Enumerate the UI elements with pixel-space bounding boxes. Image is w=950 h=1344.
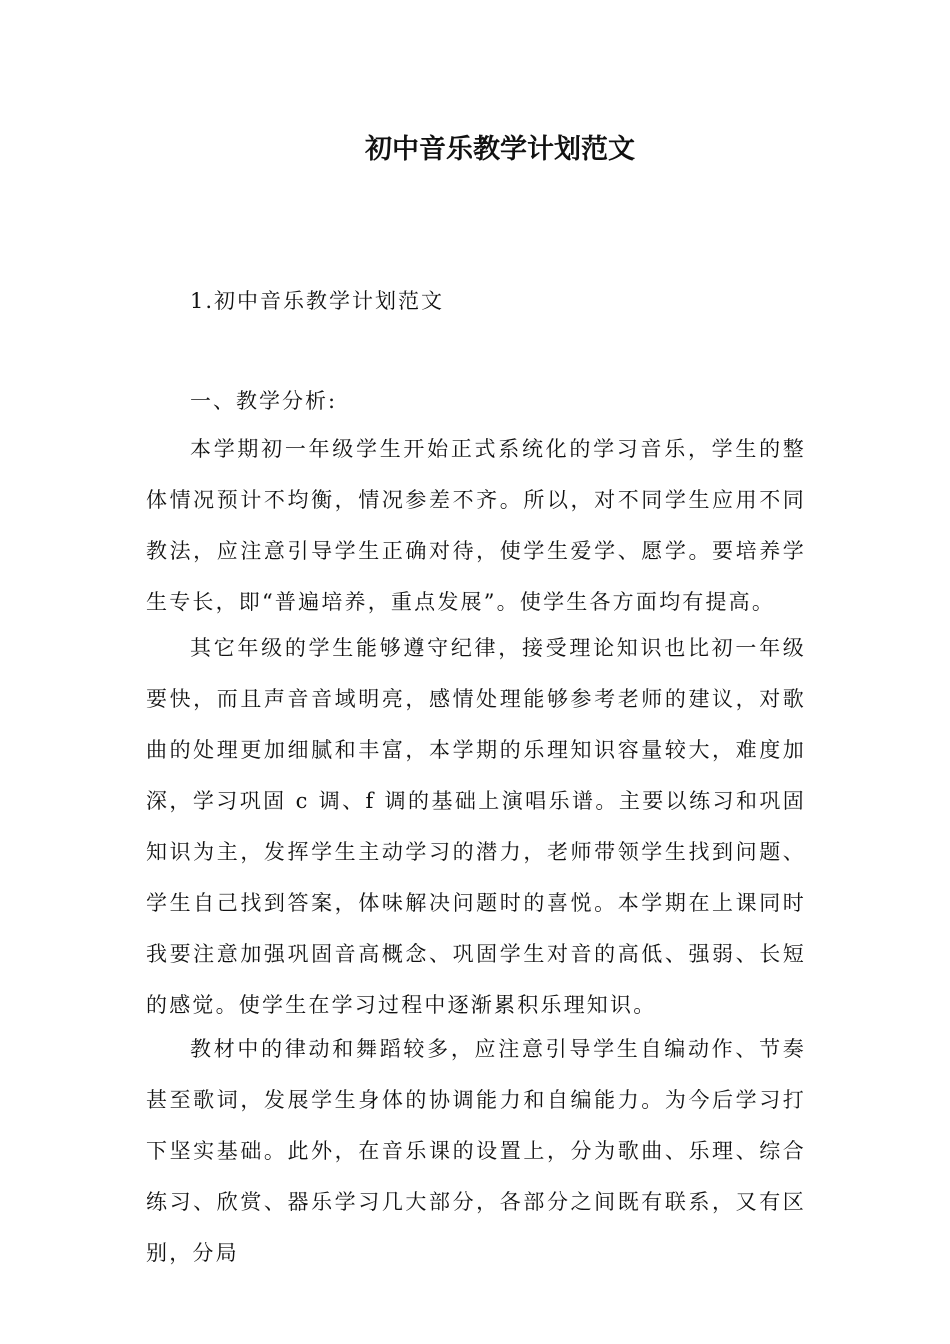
body-paragraph: 其它年级的学生能够遵守纪律，接受理论知识也比初一年级要快，而且声音音域明亮，感情处理能够参考老师的建议，对歌曲的处理更加细腻和丰富，本学期的乐理知识容量较大，难度加深，学习巩固 c 调、f 调的基础上演唱乐谱。主要以练习和巩固知识为主，发挥学生主动学习的潜力，老师带领学生找到问题、学生自己找到答案，体味解决问题时的喜悦。本学期在上课同时我要注意加强巩固音高概念、巩固学生对音的高低、强弱、长短的感觉。使学生在学习过程中逐渐累积乐理知识。 bbox=[146, 636, 806, 1017]
section-heading: 1.初中音乐教学计划范文 bbox=[190, 289, 445, 313]
sub-heading-teaching-analysis: 一、教学分析: bbox=[190, 389, 338, 413]
body-paragraph: 本学期初一年级学生开始正式系统化的学习音乐，学生的整体情况预计不均衡，情况参差不齐。所以，对不同学生应用不同教法，应注意引导学生正确对待，使学生爱学、愿学。要培养学生专长，即“普遍培养，重点发展”。使学生各方面均有提高。 bbox=[146, 437, 806, 614]
document-title: 初中音乐教学计划范文 bbox=[365, 134, 635, 165]
body-paragraph: 教材中的律动和舞蹈较多，应注意引导学生自编动作、节奏甚至歌词，发展学生身体的协调能力和自编能力。为今后学习打下坚实基础。此外，在音乐课的设置上，分为歌曲、乐理、综合练习、欣赏、器乐学习几大部分，各部分之间既有联系，又有区别，分局 bbox=[146, 1037, 806, 1265]
